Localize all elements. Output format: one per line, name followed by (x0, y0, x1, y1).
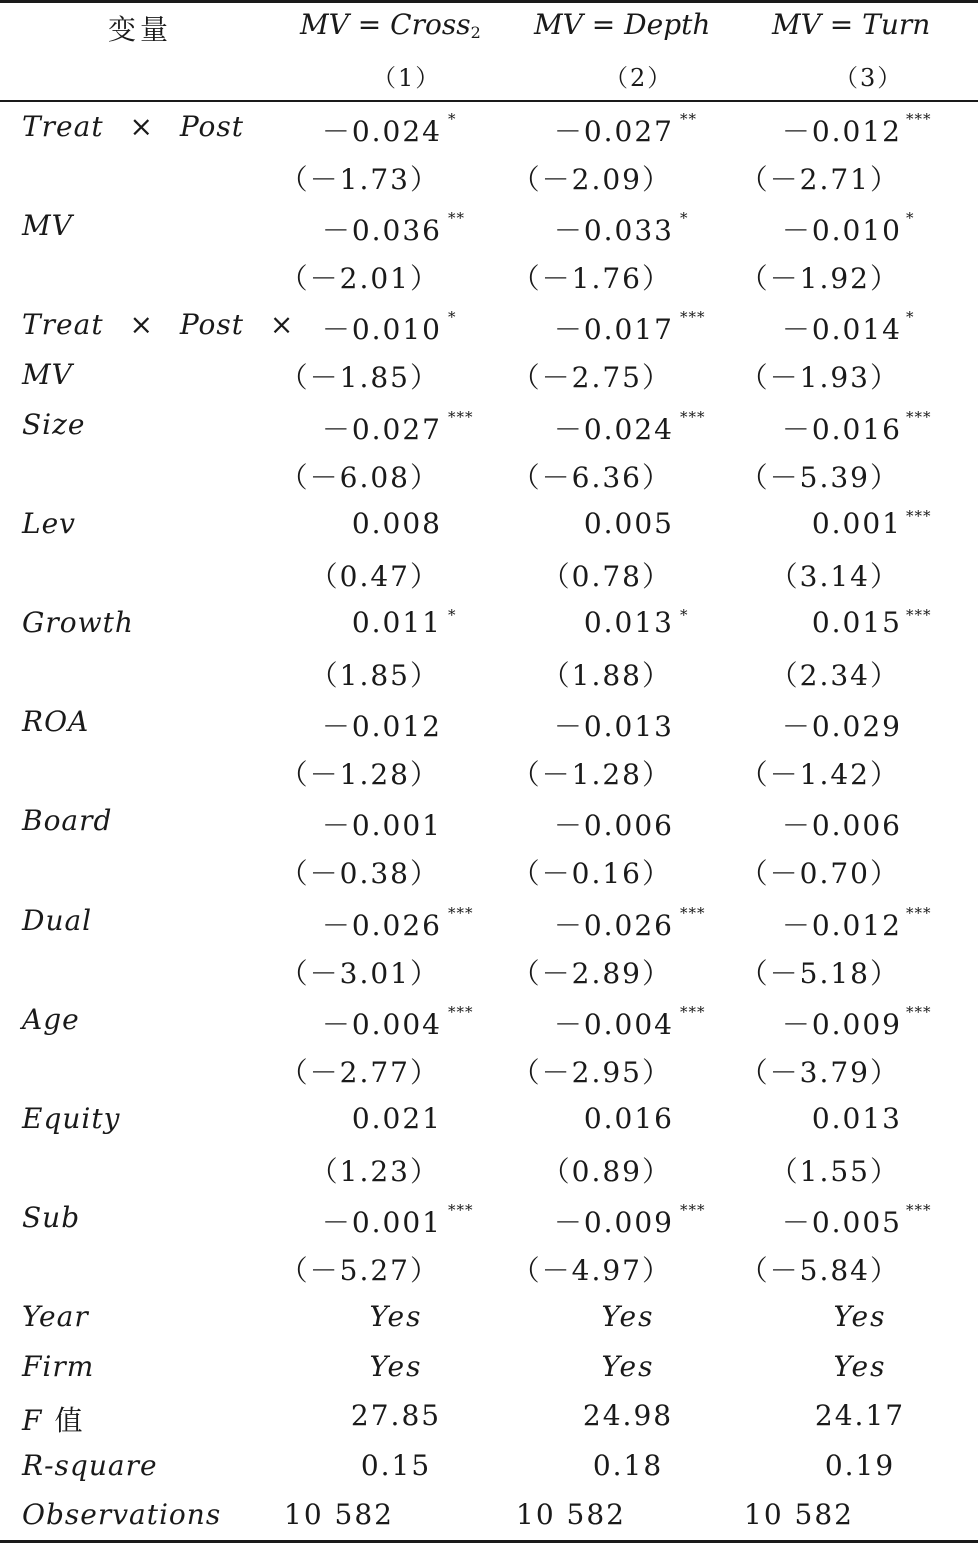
row-label: Treat × Post (22, 110, 245, 143)
footer-value-cell: 10 582 (284, 1498, 394, 1532)
t-stat-cell: （－6.36） (511, 460, 672, 494)
significance-stars: *** (906, 110, 932, 128)
footer-value-cell: Yes (369, 1349, 423, 1383)
significance-stars: * (448, 110, 457, 128)
significance-stars: *** (680, 903, 706, 922)
t-stat-cell: （－1.93） (739, 361, 900, 395)
coefficient-cell: －0.004 (321, 1007, 442, 1041)
t-stat-cell: （－3.01） (279, 956, 440, 990)
significance-stars: *** (680, 308, 706, 327)
t-stat-cell: （－5.39） (739, 460, 900, 494)
t-stat-cell: （－0.38） (279, 857, 440, 891)
footer-label-text: R-square (22, 1448, 158, 1482)
coefficient-cell: 0.013 (811, 1102, 902, 1135)
row-label-continued: MV (22, 358, 73, 392)
coefficient-cell: －0.026 (553, 908, 674, 942)
t-stat-cell: （－5.18） (739, 956, 900, 990)
coefficient-cell: 0.001 (811, 506, 902, 540)
row-label: Growth (22, 606, 134, 639)
t-stat-cell: （1.55） (769, 1155, 900, 1188)
coefficient-cell: －0.005 (781, 1206, 902, 1240)
footer-label-text: Year (22, 1300, 89, 1333)
footer-label (22, 1350, 94, 1383)
t-stat-cell: （－2.89） (511, 956, 672, 990)
col3-number: （3） (834, 64, 904, 92)
coefficient-cell: －0.026 (321, 908, 442, 942)
col1-header-rhs: Cross (390, 8, 471, 41)
t-stat-cell: （－5.27） (279, 1254, 440, 1288)
coefficient-cell: －0.036 (321, 214, 442, 248)
t-stat-cell: （3.14） (769, 559, 900, 593)
coefficient-cell: －0.012 (781, 908, 902, 942)
t-stat-cell: （－1.92） (739, 262, 900, 296)
t-stat-cell: （－0.16） (511, 857, 672, 891)
coefficient-cell: －0.014 (781, 313, 902, 347)
t-stat-cell: （1.85） (309, 659, 440, 692)
coefficient-cell: 0.005 (583, 506, 674, 540)
coefficient-cell: 0.021 (351, 1102, 442, 1135)
bottom-rule (0, 1540, 978, 1543)
header-rule (0, 100, 978, 102)
coefficient-cell: －0.001 (321, 809, 442, 843)
col1-number: （1） (372, 64, 442, 92)
significance-stars: *** (680, 407, 706, 426)
footer-value-cell: 0.18 (592, 1448, 664, 1482)
coefficient-cell: －0.006 (553, 809, 674, 843)
footer-value-cell: 10 582 (516, 1498, 626, 1532)
col3-header-eq: = (829, 8, 854, 41)
footer-label (22, 1498, 221, 1531)
coefficient-cell: －0.013 (553, 710, 674, 744)
row-label: ROA (22, 705, 90, 739)
significance-stars: *** (906, 606, 932, 624)
row-label: Size (22, 407, 86, 441)
row-label: Treat × Post × (22, 308, 295, 342)
col1-header (300, 8, 481, 42)
coefficient-cell: －0.010 (321, 313, 442, 347)
footer-value-cell: 0.15 (360, 1448, 432, 1482)
significance-stars: *** (448, 1002, 474, 1021)
t-stat-cell: （2.34） (769, 659, 900, 692)
significance-stars: *** (906, 1002, 932, 1021)
footer-label (22, 1449, 158, 1482)
col1-header-lhs: MV (300, 8, 349, 41)
t-stat-cell: （－2.75） (511, 361, 672, 395)
coefficient-cell: 0.016 (583, 1102, 674, 1135)
t-stat-cell: （－6.08） (279, 460, 440, 494)
coefficient-cell: －0.004 (553, 1007, 674, 1041)
footer-value-cell: Yes (833, 1300, 887, 1333)
t-stat-cell: （－1.73） (279, 163, 440, 196)
coefficient-cell: －0.024 (553, 412, 674, 446)
footer-value-cell: Yes (601, 1300, 655, 1333)
t-stat-cell: （－1.28） (279, 758, 440, 792)
t-stat-cell: （－5.84） (739, 1254, 900, 1288)
col1-header-eq: = (357, 8, 382, 41)
col3-header-lhs: MV (772, 8, 821, 41)
t-stat-cell: （－2.95） (511, 1055, 672, 1089)
row-label: Lev (22, 506, 76, 540)
significance-stars: *** (680, 1201, 706, 1220)
coefficient-cell: 0.013 (583, 606, 674, 639)
coefficient-cell: －0.012 (781, 115, 902, 148)
coefficient-cell: －0.024 (321, 115, 442, 148)
t-stat-cell: （0.89） (541, 1155, 672, 1188)
footer-value-cell: Yes (369, 1300, 423, 1333)
t-stat-cell: （－4.97） (511, 1254, 672, 1288)
t-stat-cell: （－2.01） (279, 262, 440, 296)
coefficient-cell: 0.011 (351, 606, 442, 639)
footer-label-text: Observations (22, 1498, 222, 1532)
t-stat-cell: （－0.70） (739, 857, 900, 891)
t-stat-cell: （－1.42） (739, 758, 900, 792)
t-stat-cell: （0.78） (541, 559, 672, 593)
significance-stars: *** (680, 1002, 706, 1021)
significance-stars: *** (448, 1201, 474, 1220)
t-stat-cell: （－2.71） (739, 163, 900, 196)
footer-label-text: Firm (22, 1349, 95, 1383)
footer-value-cell: 24.17 (814, 1399, 906, 1433)
col1-header-sub: 2 (470, 23, 481, 42)
significance-stars: ** (448, 209, 465, 228)
t-stat-cell: （－2.77） (279, 1055, 440, 1089)
coefficient-cell: 0.008 (351, 506, 442, 540)
significance-stars: * (448, 606, 457, 624)
footer-label-suffix: 值 (54, 1404, 84, 1438)
row-label: Board (22, 804, 113, 838)
coefficient-cell: －0.017 (553, 313, 674, 347)
col2-number: （2） (604, 64, 674, 92)
significance-stars: * (906, 308, 915, 327)
row-label: Age (22, 1002, 80, 1036)
coefficient-cell: －0.001 (321, 1206, 442, 1240)
coefficient-cell: －0.027 (321, 412, 442, 446)
significance-stars: *** (448, 407, 474, 426)
coefficient-cell: －0.009 (553, 1206, 674, 1240)
significance-stars: *** (906, 1201, 932, 1220)
t-stat-cell: （－1.28） (511, 758, 672, 792)
footer-value-cell: 0.19 (824, 1448, 896, 1482)
row-label: MV (22, 209, 73, 243)
coefficient-cell: －0.010 (781, 214, 902, 248)
significance-stars: *** (906, 506, 932, 525)
coefficient-cell: －0.006 (781, 809, 902, 843)
footer-value-cell: Yes (833, 1349, 887, 1383)
coefficient-cell: 0.015 (811, 606, 902, 639)
row-label: Dual (22, 903, 93, 937)
row-label: Equity (22, 1102, 121, 1135)
coefficient-cell: －0.016 (781, 412, 902, 446)
significance-stars: *** (906, 407, 932, 426)
variable-header: 变量 (108, 13, 173, 46)
coefficient-cell: －0.009 (781, 1007, 902, 1041)
col2-header-rhs: Depth (624, 8, 711, 41)
coefficient-cell: －0.012 (321, 710, 442, 744)
footer-value-cell: 10 582 (744, 1498, 854, 1532)
footer-value-cell: Yes (601, 1349, 655, 1383)
significance-stars: * (680, 209, 689, 228)
footer-label (22, 1300, 89, 1333)
significance-stars: ** (680, 110, 697, 128)
coefficient-cell: －0.027 (553, 115, 674, 148)
row-label: Sub (22, 1201, 81, 1235)
col2-header-lhs: MV (534, 8, 583, 41)
t-stat-cell: （－3.79） (739, 1055, 900, 1089)
col3-header (772, 8, 930, 41)
t-stat-cell: （1.88） (541, 659, 672, 692)
significance-stars: * (448, 308, 457, 327)
col3-header-rhs: Turn (862, 8, 931, 41)
col2-header-eq: = (591, 8, 616, 41)
coefficient-cell: －0.033 (553, 214, 674, 248)
significance-stars: * (906, 209, 915, 228)
t-stat-cell: （－1.85） (279, 361, 440, 395)
significance-stars: *** (906, 903, 932, 922)
t-stat-cell: （1.23） (309, 1155, 440, 1188)
footer-value-cell: 27.85 (350, 1399, 442, 1433)
col2-header (534, 8, 710, 41)
t-stat-cell: （0.47） (309, 559, 440, 593)
significance-stars: *** (448, 903, 474, 922)
t-stat-cell: （－2.09） (511, 163, 672, 196)
coefficient-cell: －0.029 (781, 710, 902, 744)
footer-label-text: F (22, 1404, 43, 1438)
footer-label (22, 1399, 83, 1439)
footer-value-cell: 24.98 (582, 1399, 674, 1433)
significance-stars: * (680, 606, 689, 624)
t-stat-cell: （－1.76） (511, 262, 672, 296)
top-rule (0, 0, 978, 3)
